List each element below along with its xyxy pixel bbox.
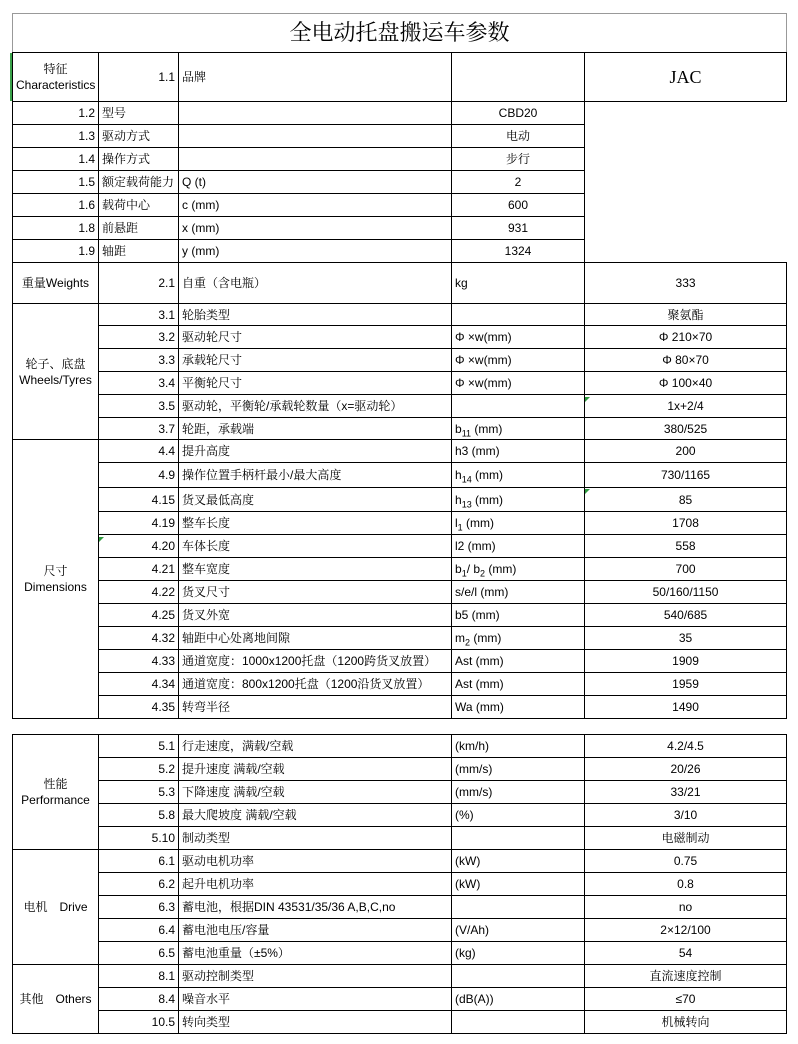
unit-subscript: 11 xyxy=(461,427,472,438)
row-unit: (kg) xyxy=(452,942,585,965)
spec-row xyxy=(13,988,787,1011)
row-name: 操作位置手柄杆最小/最大高度 xyxy=(179,463,452,488)
unit-subscript: 14 xyxy=(461,474,472,485)
row-number: 8.4 xyxy=(99,988,179,1011)
unit-suffix: (mm) xyxy=(462,516,495,530)
group-others: 其他 Others xyxy=(13,965,99,1034)
row-name: 行走速度，满载/空载 xyxy=(179,735,452,758)
spec-row xyxy=(13,440,787,463)
row-number: 4.32 xyxy=(99,627,179,650)
row-unit xyxy=(452,463,585,488)
row-number: 4.35 xyxy=(99,696,179,719)
row-unit: Φ ×w(mm) xyxy=(452,349,585,372)
row-value: no xyxy=(585,896,787,919)
row-unit xyxy=(452,1011,585,1034)
spec-row xyxy=(13,240,787,263)
spec-row xyxy=(13,263,787,304)
row-unit: l2 (mm) xyxy=(452,535,585,558)
row-unit: (%) xyxy=(452,804,585,827)
group-drive: 电机 Drive xyxy=(13,850,99,965)
unit-subscript: 1 xyxy=(461,568,467,579)
row-name: 最大爬坡度 满载/空载 xyxy=(179,804,452,827)
row-value: 33/21 xyxy=(585,781,787,804)
row-unit: b5 (mm) xyxy=(452,604,585,627)
row-value: 931 xyxy=(452,217,585,240)
row-number: 6.2 xyxy=(99,873,179,896)
row-number: 4.21 xyxy=(99,558,179,581)
spec-row xyxy=(13,873,787,896)
spec-row xyxy=(13,171,787,194)
row-value: 直流速度控制 xyxy=(585,965,787,988)
spec-row xyxy=(13,217,787,240)
row-value: 1x+2/4 xyxy=(585,395,787,418)
row-number: 3.1 xyxy=(99,304,179,326)
row-name: 操作方式 xyxy=(99,148,179,171)
row-value: 1490 xyxy=(585,696,787,719)
unit-symbol: b xyxy=(455,562,462,576)
spec-row xyxy=(13,326,787,349)
row-number: 4.34 xyxy=(99,673,179,696)
row-unit: Φ ×w(mm) xyxy=(452,326,585,349)
row-name: 载荷中心 xyxy=(99,194,179,217)
group-wheels-tyres: 轮子、底盘 Wheels/Tyres xyxy=(13,304,99,440)
row-name: 车体长度 xyxy=(179,535,452,558)
row-number: 1.8 xyxy=(13,217,99,240)
unit-suffix: / b xyxy=(466,562,481,576)
row-value: 1909 xyxy=(585,650,787,673)
row-unit xyxy=(452,304,585,326)
row-unit: c (mm) xyxy=(179,194,452,217)
row-unit xyxy=(452,512,585,535)
spec-row xyxy=(13,372,787,395)
spec-row xyxy=(13,535,787,558)
row-name: 轴距 xyxy=(99,240,179,263)
row-value: 50/160/1150 xyxy=(585,581,787,604)
row-unit xyxy=(452,627,585,650)
row-number: 4.9 xyxy=(99,463,179,488)
row-value: 2×12/100 xyxy=(585,919,787,942)
row-unit: x (mm) xyxy=(179,217,452,240)
row-name: 整车长度 xyxy=(179,512,452,535)
row-number: 4.33 xyxy=(99,650,179,673)
row-number: 10.5 xyxy=(99,1011,179,1034)
spec-row xyxy=(13,148,787,171)
unit-symbol: m xyxy=(455,631,465,645)
unit-subscript: 1 xyxy=(457,522,463,533)
unit-suffix: (mm) xyxy=(485,562,517,576)
spec-row xyxy=(13,558,787,581)
row-name: 下降速度 满载/空载 xyxy=(179,781,452,804)
row-value: 333 xyxy=(585,263,787,304)
row-number: 8.1 xyxy=(99,965,179,988)
comment-marker xyxy=(585,489,590,494)
row-name: 驱动控制类型 xyxy=(179,965,452,988)
spec-row xyxy=(13,965,787,988)
unit-suffix: (mm) xyxy=(471,492,504,507)
sheet-title: 全电动托盘搬运车参数 xyxy=(13,14,787,53)
row-value: 85 xyxy=(585,488,787,512)
row-value: 电磁制动 xyxy=(585,827,787,850)
row-number: 3.4 xyxy=(99,372,179,395)
group-characteristics: 特征 Characteristics xyxy=(13,53,99,102)
spec-row xyxy=(13,781,787,804)
row-number: 3.2 xyxy=(99,326,179,349)
row-value: 200 xyxy=(585,440,787,463)
row-number: 3.3 xyxy=(99,349,179,372)
row-number: 1.6 xyxy=(13,194,99,217)
spec-row xyxy=(13,850,787,873)
row-number: 5.10 xyxy=(99,827,179,850)
row-name: 货叉尺寸 xyxy=(179,581,452,604)
row-unit: Q (t) xyxy=(179,171,452,194)
row-value: 步行 xyxy=(452,148,585,171)
spec-row xyxy=(13,673,787,696)
row-unit: Φ ×w(mm) xyxy=(452,372,585,395)
spec-row xyxy=(13,349,787,372)
unit-symbol: h xyxy=(455,492,462,507)
row-name: 蓄电池重量（±5%） xyxy=(179,942,452,965)
spec-row xyxy=(13,463,787,488)
spec-row xyxy=(13,304,787,326)
row-unit xyxy=(452,53,585,102)
spec-row xyxy=(13,942,787,965)
spec-row xyxy=(13,650,787,673)
row-name: 提升速度 满载/空载 xyxy=(179,758,452,781)
row-value: 558 xyxy=(585,535,787,558)
spec-row xyxy=(13,804,787,827)
row-unit: (mm/s) xyxy=(452,758,585,781)
spec-row xyxy=(13,488,787,512)
row-unit: Ast (mm) xyxy=(452,650,585,673)
row-value: CBD20 xyxy=(452,102,585,125)
row-unit: Ast (mm) xyxy=(452,673,585,696)
row-value: 电动 xyxy=(452,125,585,148)
spec-row xyxy=(13,418,787,440)
spec-table-upper xyxy=(12,13,787,719)
row-number: 6.5 xyxy=(99,942,179,965)
unit-symbol: b xyxy=(455,421,462,436)
row-number: 5.1 xyxy=(99,735,179,758)
spec-row xyxy=(13,896,787,919)
row-value: 聚氨酯 xyxy=(585,304,787,326)
row-number: 4.25 xyxy=(99,604,179,627)
row-number: 2.1 xyxy=(99,263,179,304)
row-value: 1324 xyxy=(452,240,585,263)
row-name: 驱动轮尺寸 xyxy=(179,326,452,349)
row-name: 通道宽度：800x1200托盘（1200沿货叉放置） xyxy=(179,673,452,696)
row-name: 品牌 xyxy=(179,53,452,102)
spec-table-lower xyxy=(12,734,787,1034)
spec-row xyxy=(13,919,787,942)
spec-row xyxy=(13,125,787,148)
row-name: 蓄电池，根据DIN 43531/35/36 A,B,C,no xyxy=(179,896,452,919)
row-value: Φ 80×70 xyxy=(585,349,787,372)
group-weights: 重量Weights xyxy=(13,263,99,304)
row-name: 自重（含电瓶） xyxy=(179,263,452,304)
row-name: 整车宽度 xyxy=(179,558,452,581)
spec-row xyxy=(13,581,787,604)
row-value: 4.2/4.5 xyxy=(585,735,787,758)
spec-row xyxy=(13,827,787,850)
unit-suffix: (mm) xyxy=(471,421,503,436)
row-value: 730/1165 xyxy=(585,463,787,488)
row-unit: (mm/s) xyxy=(452,781,585,804)
row-value: 380/525 xyxy=(585,418,787,440)
row-name: 型号 xyxy=(99,102,179,125)
row-number: 6.1 xyxy=(99,850,179,873)
row-value: 0.75 xyxy=(585,850,787,873)
row-name: 驱动电机功率 xyxy=(179,850,452,873)
group-dimensions: 尺寸 Dimensions xyxy=(13,440,99,719)
row-name: 承载轮尺寸 xyxy=(179,349,452,372)
row-unit xyxy=(452,395,585,418)
row-name: 驱动方式 xyxy=(99,125,179,148)
row-unit: h3 (mm) xyxy=(452,440,585,463)
unit-symbol: l xyxy=(455,516,458,530)
spec-row xyxy=(13,735,787,758)
brand-value: JAC xyxy=(585,53,787,102)
comment-marker xyxy=(585,397,590,402)
row-name: 通道宽度：1000x1200托盘（1200跨货叉放置） xyxy=(179,650,452,673)
row-unit: kg xyxy=(452,263,585,304)
row-unit xyxy=(452,418,585,440)
row-number: 5.2 xyxy=(99,758,179,781)
row-unit: Wa (mm) xyxy=(452,696,585,719)
row-number: 1.2 xyxy=(13,102,99,125)
row-number: 5.3 xyxy=(99,781,179,804)
row-name: 噪音水平 xyxy=(179,988,452,1011)
row-name: 货叉外宽 xyxy=(179,604,452,627)
spec-row xyxy=(13,627,787,650)
row-number: 4.4 xyxy=(99,440,179,463)
row-number: 1.1 xyxy=(99,53,179,102)
row-unit xyxy=(452,558,585,581)
spec-row xyxy=(13,758,787,781)
unit-suffix: (mm) xyxy=(470,631,502,645)
row-unit: (kW) xyxy=(452,850,585,873)
row-number: 3.7 xyxy=(99,418,179,440)
spec-row xyxy=(13,696,787,719)
row-value: 1959 xyxy=(585,673,787,696)
row-number: 1.5 xyxy=(13,171,99,194)
group-performance: 性能 Performance xyxy=(13,735,99,850)
row-value: 3/10 xyxy=(585,804,787,827)
row-unit xyxy=(452,896,585,919)
row-value: 35 xyxy=(585,627,787,650)
row-unit xyxy=(179,148,452,171)
row-number: 6.3 xyxy=(99,896,179,919)
row-name: 蓄电池电压/容量 xyxy=(179,919,452,942)
row-number: 4.20 xyxy=(99,535,179,558)
spec-row xyxy=(13,604,787,627)
row-value: 20/26 xyxy=(585,758,787,781)
row-value: 1708 xyxy=(585,512,787,535)
row-number: 3.5 xyxy=(99,395,179,418)
row-number: 1.4 xyxy=(13,148,99,171)
row-number: 4.22 xyxy=(99,581,179,604)
row-value: 540/685 xyxy=(585,604,787,627)
row-name: 额定载荷能力 xyxy=(99,171,179,194)
row-name: 货叉最低高度 xyxy=(179,488,452,512)
unit-subscript: 13 xyxy=(461,498,472,509)
spec-row xyxy=(13,1011,787,1034)
unit-subscript: 2 xyxy=(480,568,486,579)
row-name: 平衡轮尺寸 xyxy=(179,372,452,395)
row-name: 转弯半径 xyxy=(179,696,452,719)
row-value: 54 xyxy=(585,942,787,965)
row-number: 4.19 xyxy=(99,512,179,535)
row-value: 机械转向 xyxy=(585,1011,787,1034)
row-value: ≤70 xyxy=(585,988,787,1011)
row-name: 提升高度 xyxy=(179,440,452,463)
row-unit xyxy=(179,125,452,148)
row-unit xyxy=(179,102,452,125)
row-unit xyxy=(452,827,585,850)
row-value: Φ 210×70 xyxy=(585,326,787,349)
row-unit: (dB(A)) xyxy=(452,988,585,1011)
row-unit: s/e/l (mm) xyxy=(452,581,585,604)
row-name: 驱动轮，平衡轮/承载轮数量（x=驱动轮） xyxy=(179,395,452,418)
row-name: 制动类型 xyxy=(179,827,452,850)
spec-row xyxy=(13,102,787,125)
row-name: 起升电机功率 xyxy=(179,873,452,896)
row-value: 600 xyxy=(452,194,585,217)
row-unit: (km/h) xyxy=(452,735,585,758)
row-number: 1.9 xyxy=(13,240,99,263)
row-number: 6.4 xyxy=(99,919,179,942)
unit-symbol: h xyxy=(455,468,462,482)
row-unit: (V/Ah) xyxy=(452,919,585,942)
row-value: Φ 100×40 xyxy=(585,372,787,395)
row-unit: y (mm) xyxy=(179,240,452,263)
row-name: 前悬距 xyxy=(99,217,179,240)
row-name: 转向类型 xyxy=(179,1011,452,1034)
spec-row xyxy=(13,512,787,535)
comment-marker xyxy=(99,537,104,542)
row-value: 700 xyxy=(585,558,787,581)
unit-subscript: 2 xyxy=(465,637,471,648)
row-unit xyxy=(452,965,585,988)
row-value: 0.8 xyxy=(585,873,787,896)
row-value: 2 xyxy=(452,171,585,194)
row-number: 1.3 xyxy=(13,125,99,148)
row-name: 轮距，承载端 xyxy=(179,418,452,440)
row-name: 轴距中心处离地间隙 xyxy=(179,627,452,650)
unit-suffix: (mm) xyxy=(471,468,504,482)
row-number: 5.8 xyxy=(99,804,179,827)
row-unit: (kW) xyxy=(452,873,585,896)
spec-row xyxy=(13,194,787,217)
row-number: 4.15 xyxy=(99,488,179,512)
row-name: 轮胎类型 xyxy=(179,304,452,326)
row-unit xyxy=(452,488,585,512)
spec-row xyxy=(13,395,787,418)
